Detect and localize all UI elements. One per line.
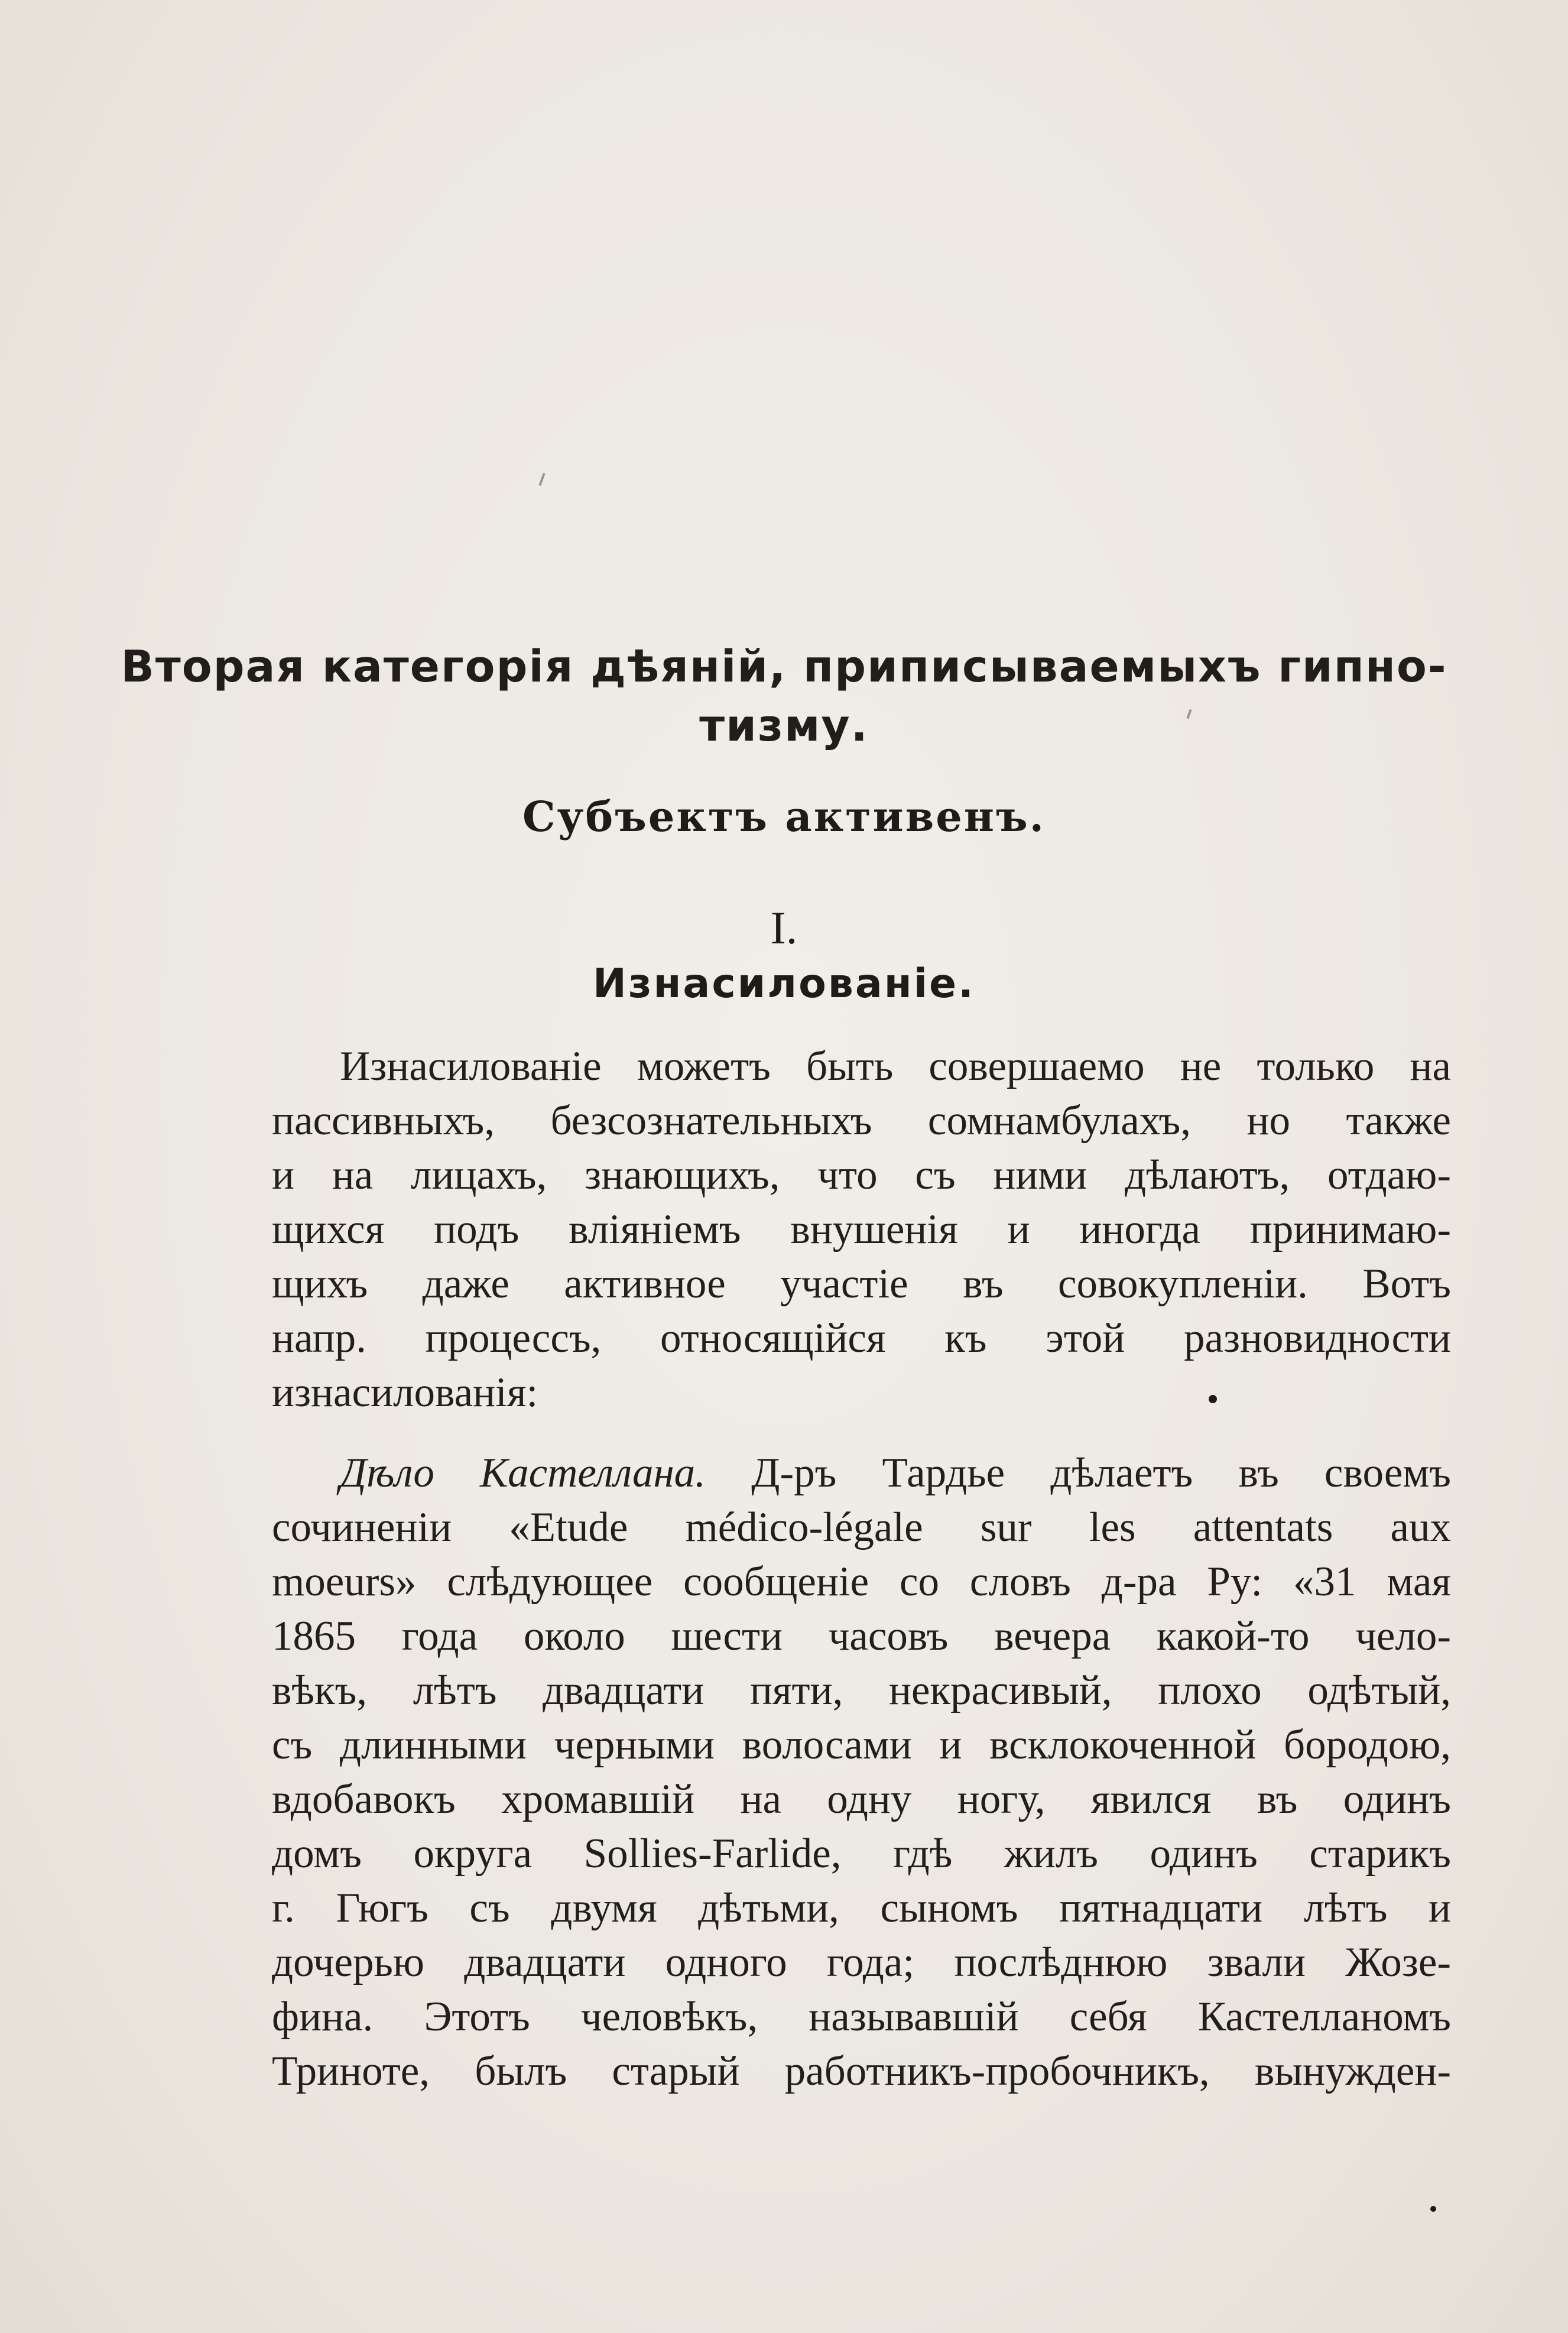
paragraph-1-line: щихъ даже активное участіе въ совокупленіи. Вотъ: [272, 1261, 1451, 1307]
paragraph-2-line: г. Гюгъ съ двумя дѣтьми, сыномъ пятнадцати лѣтъ и: [272, 1885, 1451, 1931]
paragraph-2-line: фина. Этотъ человѣкъ, называвшій себя Кастелланомъ: [272, 1994, 1451, 2040]
paragraph-2-line: moeurs» слѣдующее сообщеніе со словъ д-ра Ру: «31 мая: [272, 1559, 1451, 1605]
paragraph-2-line: Триноте, былъ старый работникъ-пробочникъ, вынужден-: [272, 2048, 1451, 2094]
section-title: Изнасилованіе.: [593, 961, 975, 1007]
paragraph-1-line: щихся подъ вліяніемъ внушенія и иногда принимаю-: [272, 1206, 1451, 1253]
paragraph-2-line: домъ округа Sollies-Farlide, гдѣ жилъ одинъ старикъ: [272, 1831, 1451, 1877]
section-number: I.: [770, 902, 798, 953]
chapter-heading-line-1: Вторая категорія дѣяній, приписываемыхъ гипно-: [121, 641, 1447, 692]
paragraph-2-line: съ длинными черными волосами и всклокоченной бородою,: [272, 1722, 1451, 1768]
paragraph-2-line: вдобавокъ хромавшій на одну ногу, явился въ одинъ: [272, 1776, 1451, 1822]
paragraph-1-line: напр. процессъ, относящійся къ этой разновидности: [272, 1315, 1451, 1361]
paper-mark: [538, 473, 545, 486]
ink-speck: [1430, 2206, 1436, 2212]
case-first-line-text: Д-ръ Тардье дѣлаетъ въ своемъ: [751, 1450, 1452, 1496]
paragraph-2-line: дочерью двадцати одного года; послѣднюю звали Жозе-: [272, 1939, 1451, 1985]
paragraph-1-line: изнасилованія:: [272, 1370, 538, 1416]
paragraph-2-first-line: [340, 1446, 1451, 1500]
paragraph-2-line: сочиненіи «Etude médico-légale sur les attentats aux: [272, 1504, 1451, 1550]
ink-speck: [1209, 1395, 1217, 1403]
paragraph-1-line: пассивныхъ, безсознательныхъ сомнамбулахъ, но также: [272, 1098, 1451, 1144]
chapter-subtitle: Субъектъ активенъ.: [522, 792, 1046, 841]
paragraph-1-line: и на лицахъ, знающихъ, что съ ними дѣлаютъ, отдаю-: [272, 1152, 1451, 1198]
paragraph-2-line: 1865 года около шести часовъ вечера какой-то чело-: [272, 1613, 1451, 1659]
case-title: Дѣло Кастеллана.: [340, 1450, 706, 1496]
paragraph-2-line: вѣкъ, лѣтъ двадцати пяти, некрасивый, плохо одѣтый,: [272, 1667, 1451, 1714]
paragraph-1-line: Изнасилованіе можетъ быть совершаемо не только на: [340, 1043, 1451, 1089]
chapter-heading-line-2: тизму.: [699, 700, 869, 751]
